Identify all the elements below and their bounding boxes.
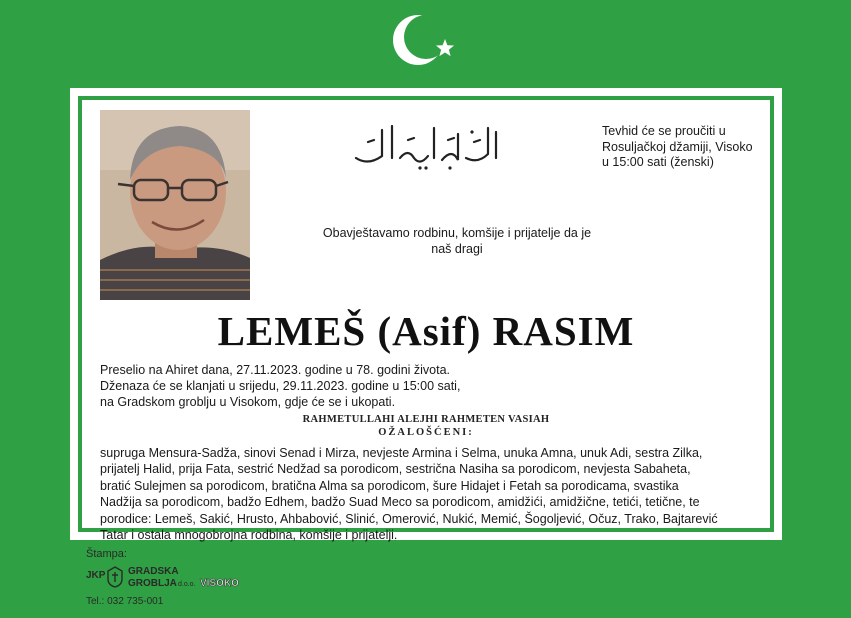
mourners-line: Tatar i ostala mnogobrojna rodbina, komšije i prijatelji.	[100, 528, 398, 543]
arabic-calligraphy	[348, 118, 508, 172]
mourners-line: prijatelj Halid, prija Fata, sestrić Nedžad sa porodicom, sestrična Nasiha sa porodicom, nevjesta Sabaheta,	[100, 462, 691, 477]
tevhid-line: Rosuljačkoj džamiji, Visoko	[602, 139, 753, 154]
mourners-line: Nadžija sa porodicom, badžo Edhem, badžo Suad Meco sa porodicom, amidžići, amidžične, tetići, tetične, te	[100, 495, 700, 510]
inner-frame	[78, 96, 774, 543]
mourners-line: bratić Sulejmen sa porodicom, bratična Alma sa porodicom, šure Hidajet i Fetah sa porodicama, svastika	[100, 478, 679, 493]
details-line: na Gradskom groblju u Visokom, gdje će se i ukopati.	[100, 395, 396, 409]
tevhid-line: u 15:00 sati (ženski)	[602, 155, 714, 169]
printer-info	[86, 548, 286, 614]
rahmet-heading: RAHMETULLAHI ALEJHI RAHMETEN VASIAH	[302, 414, 550, 425]
obituary-card	[70, 88, 782, 543]
printer-phone: Tel.: 032 735-001	[86, 596, 164, 607]
details-line: Dženaza će se klanjati u srijedu, 29.11.2023. godine u 15:00 sati,	[100, 379, 461, 393]
portrait-photo	[100, 110, 250, 300]
printer-suffix: d.o.o.	[178, 581, 196, 588]
mourners-heading: OŽALOŠĆENI:	[378, 427, 474, 438]
intro-line: Obavještavamo rodbinu, komšije i prijatelje da je	[322, 226, 592, 240]
deceased-name: LEMEŠ (Asif) RASIM	[217, 308, 635, 354]
gradska-groblja-logo-icon	[106, 566, 124, 588]
mourners-line: porodice: Lemeš, Sakić, Hrusto, Ahbabović, Slinić, Omerović, Nukić, Memić, Šogoljević, Očuz, Trako, Bajtarević	[100, 511, 718, 526]
printer-jkp: JKP	[86, 570, 106, 581]
printer-name-line2: GROBLJA	[128, 578, 177, 589]
printer-label: Štampa:	[86, 548, 127, 560]
tevhid-line: Tevhid će se proučiti u	[602, 124, 726, 138]
mourners-list	[100, 445, 766, 543]
printer-name-line1: GRADSKA	[128, 566, 179, 577]
intro-line: naš dragi	[431, 242, 483, 256]
funeral-details	[100, 362, 620, 410]
printer-city: VISOKO	[200, 578, 239, 589]
details-line: Preselio na Ahiret dana, 27.11.2023. godine u 78. godini života.	[100, 363, 451, 377]
mourners-line: supruga Mensura-Sadža, sinovi Senad i Mirza, nevjeste Armina i Selma, unuka Amna, unuk Adi, sestra Zilka,	[100, 446, 703, 460]
tevhid-notice	[602, 124, 782, 171]
crescent-star-icon	[392, 12, 460, 68]
intro-text	[312, 225, 602, 257]
